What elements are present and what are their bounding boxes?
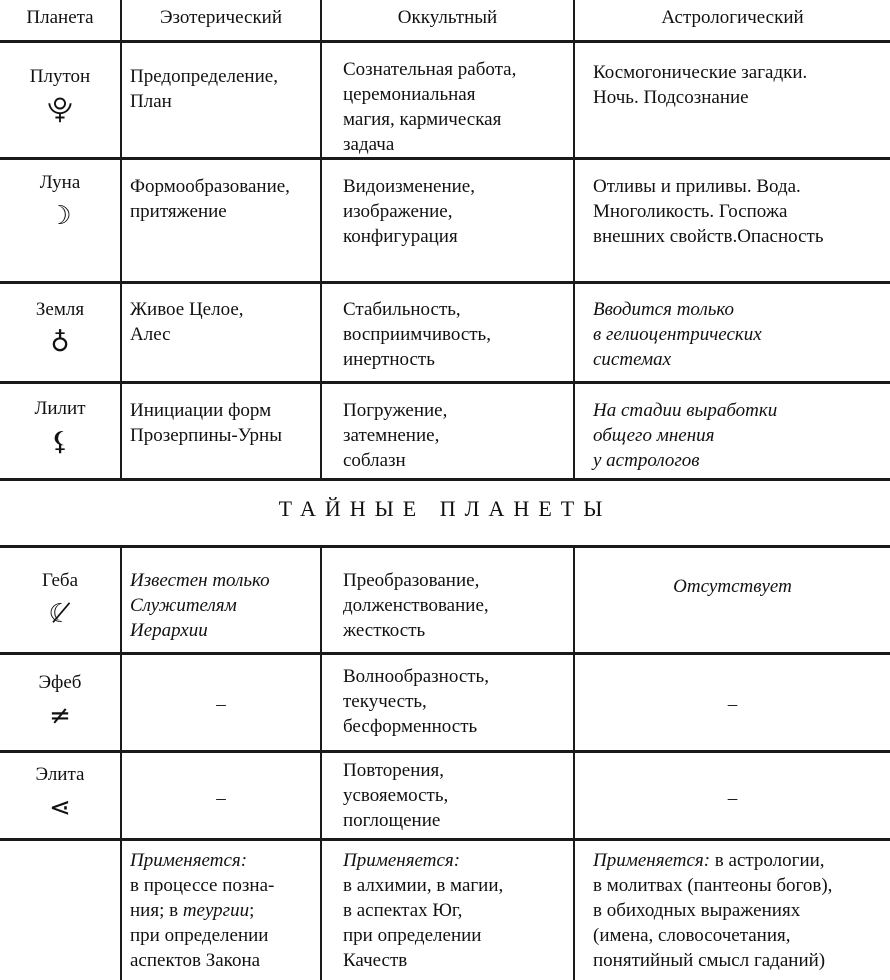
esoteric-cell: Известен только Служителям Иерархии (130, 570, 270, 641)
planet-name: Луна (39, 172, 81, 193)
planet-name: Земля (35, 299, 85, 320)
usage-text: в алхимии, в магии, в аспектах Юг, при определении Качеств (343, 875, 504, 971)
column-divider (320, 0, 322, 480)
occult-cell: Сознательная работа, церемониальная магия, кармическая задача (343, 59, 517, 155)
astrological-cell: Отливы и приливы. Вода. Многоликость. Госпожа внешних свойств.Опасность (593, 176, 824, 247)
astrological-cell: – (727, 788, 738, 809)
usage-label: Применяется: (593, 850, 711, 871)
planet-cell (0, 762, 120, 825)
rule (0, 750, 890, 753)
rule (0, 157, 890, 160)
lilith-symbol-icon: ⚸ (50, 427, 70, 457)
planet-cell (0, 297, 120, 360)
planet-cell (0, 64, 120, 127)
heba-symbol-icon: ☾̸ (48, 599, 72, 629)
occult-cell: Преобразование, долженствование, жесткость (343, 570, 489, 641)
usage-text: в процессе позна- ния; в (130, 875, 275, 921)
elita-symbol-icon: ⋖ (49, 793, 71, 823)
astrological-cell: На стадии выработки общего мнения у астрологов (593, 400, 778, 471)
planet-name: Плутон (29, 66, 91, 87)
column-divider (320, 545, 322, 980)
planet-name: Лилит (34, 398, 86, 419)
rule (0, 478, 890, 481)
esoteric-cell: – (216, 694, 226, 715)
usage-text-italic: теургии (182, 900, 250, 921)
planet-cell (0, 568, 120, 631)
usage-text: в астрологии, (710, 850, 825, 871)
rule (0, 40, 890, 43)
efeb-symbol-icon: ≠ (49, 701, 71, 731)
esoteric-cell: Живое Целое, Алес (130, 299, 244, 345)
usage-occult-cell (333, 848, 573, 973)
esoteric-cell: Предопределение, План (130, 66, 278, 112)
earth-symbol-icon: ♁ (50, 328, 70, 358)
occult-cell: Повторения, усвояемость, поглощение (343, 760, 449, 831)
moon-symbol-icon: ☽ (48, 201, 72, 231)
usage-esoteric-cell (122, 848, 320, 973)
pluto-symbol-icon: ⯓ (47, 95, 73, 125)
esoteric-cell: Инициации форм Прозерпины-Урны (130, 400, 282, 446)
astrological-cell: Вводится только в гелиоцентрических системах (593, 299, 762, 370)
header-planet: Планета (26, 7, 94, 28)
header-astrological: Астрологический (661, 7, 804, 28)
planet-cell (0, 170, 120, 233)
column-divider (573, 0, 575, 480)
section-title: ТАЙНЫЕ ПЛАНЕТЫ (278, 496, 612, 521)
occult-cell: Волнообразность, текучесть, бесформенность (343, 666, 489, 737)
rule (0, 381, 890, 384)
usage-text: ; при определении аспектов Закона (130, 900, 269, 971)
planet-name: Элита (35, 764, 85, 785)
usage-text: в молитвах (пантеоны богов), в обиходных выражениях (имена, словосочетания, понятийный смысл гаданий) (593, 875, 833, 971)
rule (0, 652, 890, 655)
rule (0, 838, 890, 841)
esoteric-cell: – (216, 788, 226, 809)
astrological-cell: – (727, 694, 738, 715)
usage-label: Применяется: (343, 850, 461, 871)
planet-name: Геба (41, 570, 79, 591)
astrological-cell: Космогонические загадки. Ночь. Подсознание (593, 62, 808, 108)
rule (0, 545, 890, 548)
occult-cell: Стабильность, восприимчивость, инертность (343, 299, 491, 370)
planet-name: Эфеб (38, 672, 82, 693)
occult-cell: Погружение, затемнение, соблазн (343, 400, 448, 471)
header-occult: Оккультный (397, 7, 498, 28)
esoteric-cell: Формообразование, притяжение (130, 176, 290, 222)
astrological-cell: Отсутствует (673, 576, 792, 597)
usage-astrological-cell (585, 848, 890, 973)
occult-cell: Видоизменение, изображение, конфигурация (343, 176, 475, 247)
planet-cell (0, 396, 120, 459)
header-esoteric: Эзотерический (159, 7, 283, 28)
planet-cell (0, 670, 120, 733)
rule (0, 281, 890, 284)
column-divider (573, 545, 575, 980)
usage-label: Применяется: (130, 850, 248, 871)
